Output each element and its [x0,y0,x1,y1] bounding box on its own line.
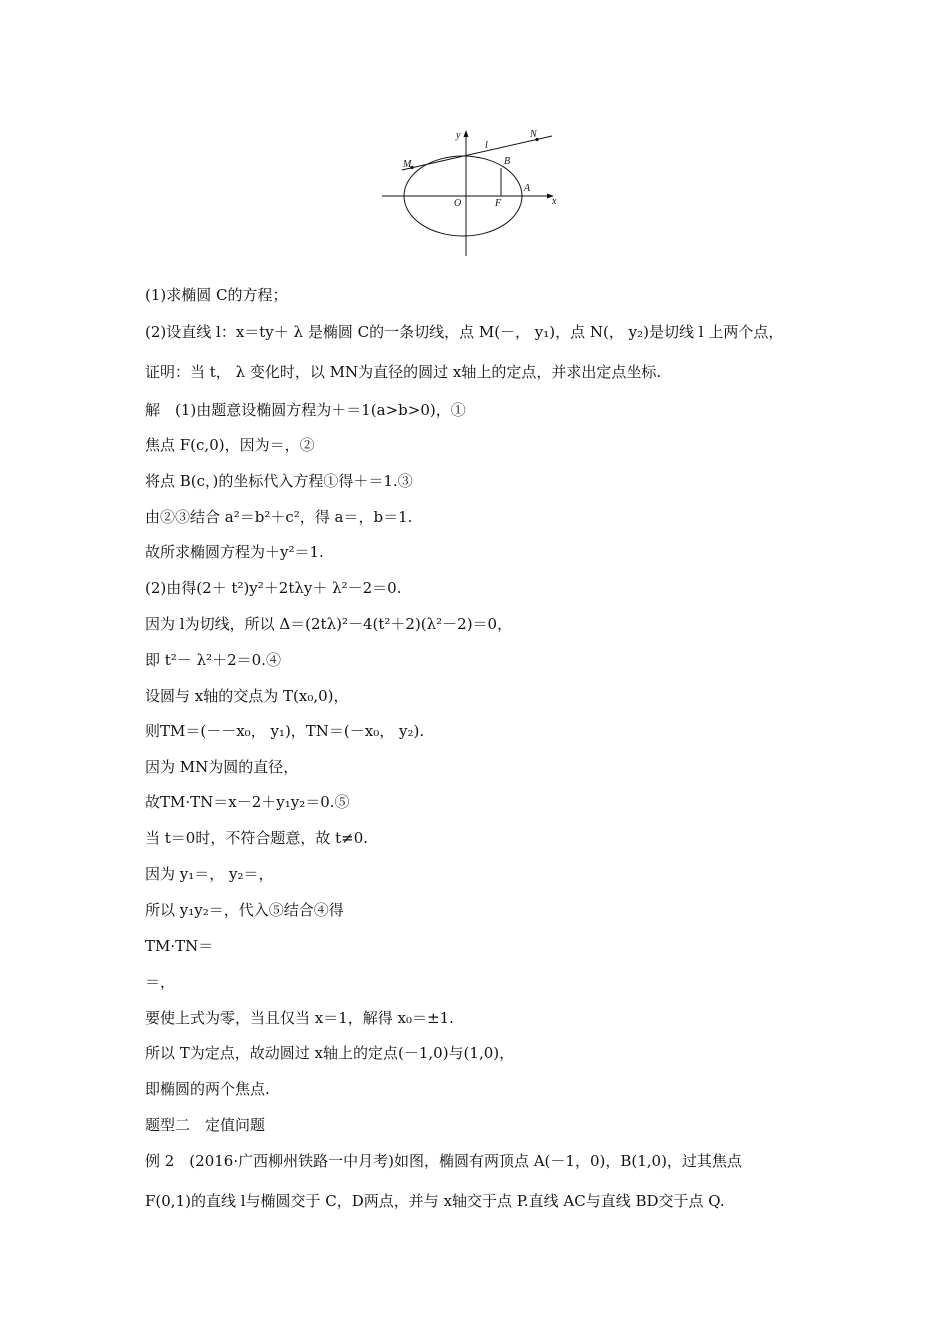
label-x: x [552,196,557,207]
text-line: 即椭圆的两个焦点. [145,1080,270,1098]
text-line: 所以 y₁y₂＝，代入⑤结合④得 [145,901,344,919]
label-F: F [495,198,502,209]
section-heading: 题型二 定值问题 [145,1116,266,1134]
label-l: l [485,140,488,151]
ellipse-diagram [378,124,568,260]
text-line: ＝， [145,973,176,991]
text-line: 将点 B(c，)的坐标代入方程①得＋＝1.③ [145,472,413,490]
label-N: N [530,129,537,140]
label-B: B [504,156,511,167]
y-axis-arrow [464,130,469,137]
text-line: 当 t＝0时，不符合题意，故 t≠0. [145,829,369,847]
text-line: 故所求椭圆方程为＋y²＝1. [145,543,324,561]
text-line: 由②③结合 a²＝b²＋c²，得 a＝，b＝1. [145,508,413,526]
label-M: M [403,159,412,170]
label-A: A [524,183,531,194]
text-line: 因为 l为切线，所以 Δ＝(2tλ)²－4(t²＋2)(λ²－2)＝0， [145,615,513,633]
text-line: F(0,1)的直线 l与椭圆交于 C，D两点，并与 x轴交于点 P.直线 AC与直线 BD交于点 Q. [145,1192,725,1210]
tangent-line-l [402,136,552,170]
text-line: 证明：当 t， λ 变化时，以 MN为直径的圆过 x轴上的定点，并求出定点坐标. [145,363,662,381]
text-line: 焦点 F(c,0)，因为＝，② [145,436,315,454]
label-y: y [456,130,461,141]
label-O: O [454,198,462,209]
text-line: 所以 T为定点，故动圆过 x轴上的定点(－1,0)与(1,0)， [145,1044,515,1062]
text-line: 因为 MN为圆的直径， [145,758,299,776]
text-line: (2)设直线 l：x＝ty＋ λ 是椭圆 C的一条切线，点 M(－， y₁)，点 N(， y₂)是切线 l 上两个点， [145,323,784,341]
text-line: TM·TN＝ [145,937,214,955]
text-line: 即 t²－ λ²＋2＝0.④ [145,651,281,669]
text-line: (1)求椭圆 C的方程； [145,286,288,304]
text-line: (2)由得(2＋ t²)y²＋2tλy＋ λ²－2＝0. [145,579,402,597]
text-line: 设圆与 x轴的交点为 T(x₀,0)， [145,687,349,705]
text-line: 则TM＝(－－x₀， y₁)，TN＝(－x₀， y₂). [145,722,425,740]
text-line: 因为 y₁＝， y₂＝， [145,865,274,883]
text-line: 例 2 (2016·广西柳州铁路一中月考)如图，椭圆有两顶点 A(－1，0)，B(1,0)，过其焦点 [145,1152,742,1170]
text-line: 要使上式为零，当且仅当 x＝1，解得 x₀＝±1. [145,1009,454,1027]
text-line: 故TM·TN＝x－2＋y₁y₂＝0.⑤ [145,793,350,811]
text-line: 解 (1)由题意设椭圆方程为＋＝1(a>b>0)，① [145,401,466,419]
ellipse-tangent-figure [378,124,568,260]
